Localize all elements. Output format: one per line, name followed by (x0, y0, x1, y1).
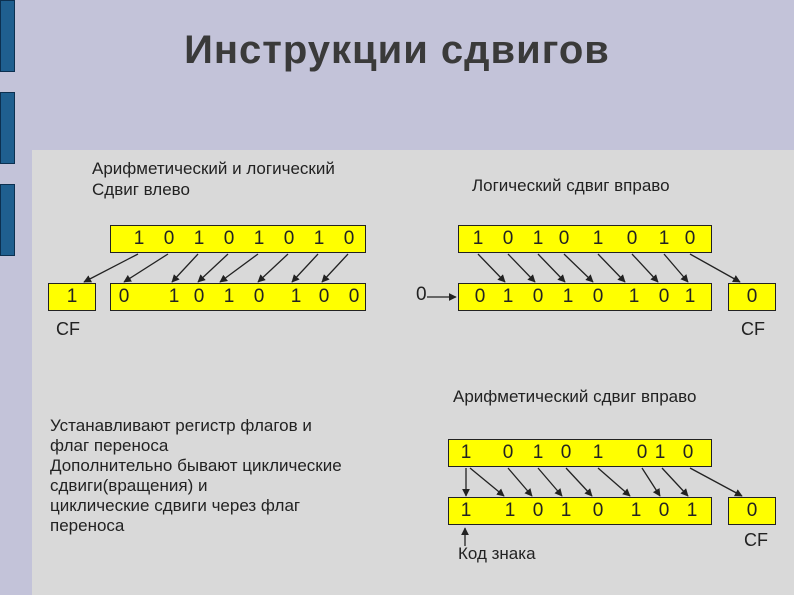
bit: 1 (502, 286, 514, 307)
bit: 0 (558, 228, 570, 249)
bit: 1 (654, 442, 666, 463)
arrow (662, 468, 688, 496)
bit: 1 (684, 286, 696, 307)
bit: 0 (532, 286, 544, 307)
arrow (198, 254, 228, 282)
bit: 0 (283, 228, 295, 249)
bit: 1 (133, 228, 145, 249)
bit: 0 (343, 228, 355, 249)
bit: 1 (168, 286, 180, 307)
logical-right-shift-cf-label: CF (741, 319, 765, 339)
bit: 0 (746, 286, 758, 307)
bit: 1 (592, 442, 604, 463)
bit: 0 (592, 286, 604, 307)
bit: 0 (502, 228, 514, 249)
bit: 0 (193, 286, 205, 307)
arrow (508, 468, 532, 496)
note-line: флаг переноса (50, 436, 169, 455)
bit: 0 (636, 442, 648, 463)
bit: 0 (318, 286, 330, 307)
arrow (690, 254, 740, 282)
slide-title: Инструкции сдвигов (184, 28, 610, 72)
arrow (470, 468, 504, 496)
arrow (538, 254, 565, 282)
bit: 1 (504, 500, 516, 521)
bit: 1 (628, 286, 640, 307)
left-shift-caption-line1: Арифметический и логический (92, 159, 335, 178)
bit: 1 (630, 500, 642, 521)
arithmetic-right-shift-cf-label: CF (744, 530, 768, 550)
arrow (598, 468, 630, 496)
arrow (566, 468, 592, 496)
bit: 1 (460, 442, 472, 463)
bit: 1 (460, 500, 472, 521)
arrow (220, 254, 258, 282)
arrow (632, 254, 658, 282)
bit: 1 (253, 228, 265, 249)
bit: 1 (472, 228, 484, 249)
logical-right-shift-caption: Логический сдвиг вправо (472, 176, 670, 195)
bit: 1 (560, 500, 572, 521)
bit: 0 (502, 442, 514, 463)
arrow (292, 254, 318, 282)
arrow (508, 254, 535, 282)
arrow (258, 254, 288, 282)
arrow (322, 254, 348, 282)
left-shift-cf-label: CF (56, 319, 80, 339)
bit: 0 (746, 500, 758, 521)
bit: 1 (223, 286, 235, 307)
bit: 1 (290, 286, 302, 307)
bit: 0 (532, 500, 544, 521)
bit: 0 (474, 286, 486, 307)
bit: 1 (562, 286, 574, 307)
bit: 0 (163, 228, 175, 249)
arrow (598, 254, 625, 282)
bit: 0 (682, 442, 694, 463)
logical-right-shift-fill-bit: 0 (416, 284, 427, 305)
bit: 0 (658, 500, 670, 521)
bit: 1 (532, 228, 544, 249)
bit: 0 (626, 228, 638, 249)
bit: 1 (66, 286, 78, 307)
bit: 0 (658, 286, 670, 307)
bit: 1 (313, 228, 325, 249)
arrow (538, 468, 562, 496)
bit: 0 (223, 228, 235, 249)
note-line: циклические сдвиги через флаг (50, 496, 301, 515)
bit: 1 (532, 442, 544, 463)
arrow (642, 468, 660, 496)
arrow (172, 254, 198, 282)
bit: 0 (253, 286, 265, 307)
bit: 0 (592, 500, 604, 521)
bit: 1 (592, 228, 604, 249)
arithmetic-right-shift-caption: Арифметический сдвиг вправо (453, 387, 697, 406)
bit: 0 (118, 286, 130, 307)
bit: 0 (348, 286, 360, 307)
bit: 1 (193, 228, 205, 249)
note-line: сдвиги(вращения) и (50, 476, 208, 495)
note-line: переноса (50, 516, 125, 535)
arrow (478, 254, 505, 282)
left-shift-caption-line2: Сдвиг влево (92, 180, 190, 199)
note-line: Устанавливают регистр флагов и (50, 416, 312, 435)
sign-bit-label: Код знака (458, 544, 536, 563)
bit: 0 (684, 228, 696, 249)
arrow (664, 254, 688, 282)
note-line: Дополнительно бывают циклические (50, 456, 342, 475)
bit: 1 (686, 500, 698, 521)
bit: 0 (560, 442, 572, 463)
bit: 1 (658, 228, 670, 249)
arrow (690, 468, 742, 496)
arrow (564, 254, 593, 282)
